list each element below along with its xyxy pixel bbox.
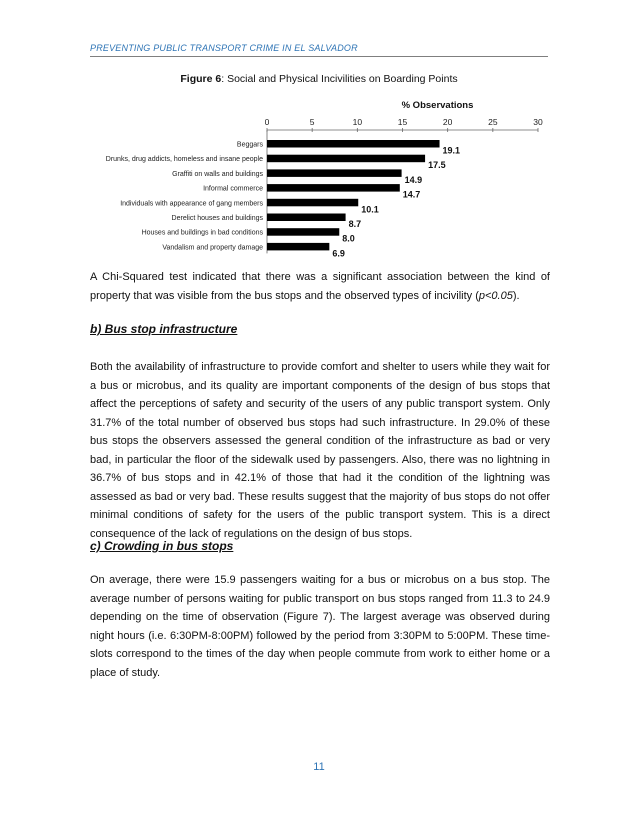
value-label: 8.7 xyxy=(348,219,362,229)
x-tick-label: 15 xyxy=(397,117,408,127)
paragraph-crowding xyxy=(90,571,550,682)
bar xyxy=(267,140,440,148)
value-label: 17.5 xyxy=(428,160,446,171)
para3-text: On average, there were 15.9 passengers waiting for a bus or microbus on a bus stop. The average number of persons waiting for public transport on bus stops ranged from 11.3 to 24.9 depending on the time of observation (Figure 7). The largest average was observed during night hours (i.e. 6:30PM-8:00PM) followed by the period from 3:30PM to 5:00PM. These time-slots correspond to the times of the day when people commute from work to either home or a place of study. xyxy=(90,574,550,679)
category-label: Individuals with appearance of gang members xyxy=(120,200,263,208)
page-number: 11 xyxy=(313,761,325,773)
paragraph-chi-squared xyxy=(90,268,550,305)
value-label: 10.1 xyxy=(361,204,379,215)
x-tick-label: 0 xyxy=(264,117,270,127)
category-label: Vandalism and property damage xyxy=(162,244,263,252)
x-tick-label: 20 xyxy=(442,117,453,127)
category-label: Beggars xyxy=(236,141,263,149)
bar xyxy=(267,184,400,192)
category-label: Drunks, drug addicts, homeless and insane people xyxy=(105,156,263,164)
bar xyxy=(267,155,425,163)
x-tick-label: 5 xyxy=(309,117,315,127)
para1-stat: p<0.05 xyxy=(478,289,513,302)
value-label: 14.9 xyxy=(404,174,423,185)
value-label: 8.0 xyxy=(342,233,355,244)
category-label: Derelict houses and buildings xyxy=(171,215,263,222)
para1-text-before: A Chi-Squared test indicated that there was a significant association between the kind of property that was visible from the bus stops and the observed types of incivility ( xyxy=(90,271,550,302)
bar-chart xyxy=(0,96,638,266)
figure-title xyxy=(90,73,548,85)
x-tick-label: 25 xyxy=(488,117,498,127)
category-label: Houses and buildings in bad conditions xyxy=(141,229,263,237)
bar xyxy=(267,228,339,236)
bar xyxy=(267,199,358,207)
figure-label: Figure 6 xyxy=(180,73,222,85)
para1-text-after: ). xyxy=(512,289,520,302)
value-label: 14.7 xyxy=(402,189,421,200)
x-tick-label: 30 xyxy=(533,117,543,127)
chart-plot-area xyxy=(106,100,543,258)
category-label: Informal commerce xyxy=(203,185,263,193)
figure-caption: : Social and Physical Incivilities on Boarding Points xyxy=(221,73,458,85)
bar xyxy=(267,169,402,177)
value-label: 19.1 xyxy=(442,145,461,156)
running-header: PREVENTING PUBLIC TRANSPORT CRIME IN EL SALVADOR xyxy=(90,43,358,53)
x-axis-label: % Observations xyxy=(401,100,474,111)
section-heading-crowding: c) Crowding in bus stops xyxy=(90,539,234,553)
category-label: Graffiti on walls and buildings xyxy=(172,170,263,178)
bar xyxy=(267,243,329,251)
x-tick-label: 10 xyxy=(352,117,363,127)
header-rule xyxy=(90,56,548,57)
para2-text: Both the availability of infrastructure to provide comfort and shelter to users while they wait for a bus or microbus, and its quality are important components of the design of bus stops that affect the perceptions of safety and security of the users of any public transport system. Only 31.7% of the total number of observed bus stops had such infrastructure. In 29.0% of these bus stops the observers assessed the general condition of the infrastructure as bad or very bad, in particular the floor of the sidewalk used by passengers. Also, there was no lightning in 36.7% of bus stops and in 42.1% of those that had it the condition of the lightning was assessed as bad or very bad. These results suggest that the majority of bus stops do not offer minimal conditions of safety for the users of the public transport system. This is a direct consequence of the lack of regulations on the design of bus stops. xyxy=(90,361,550,540)
bar xyxy=(267,214,346,222)
value-label: 6.9 xyxy=(332,248,345,259)
paragraph-infrastructure xyxy=(90,358,550,543)
section-heading-bus-stop-infrastructure: b) Bus stop infrastructure xyxy=(90,322,238,336)
